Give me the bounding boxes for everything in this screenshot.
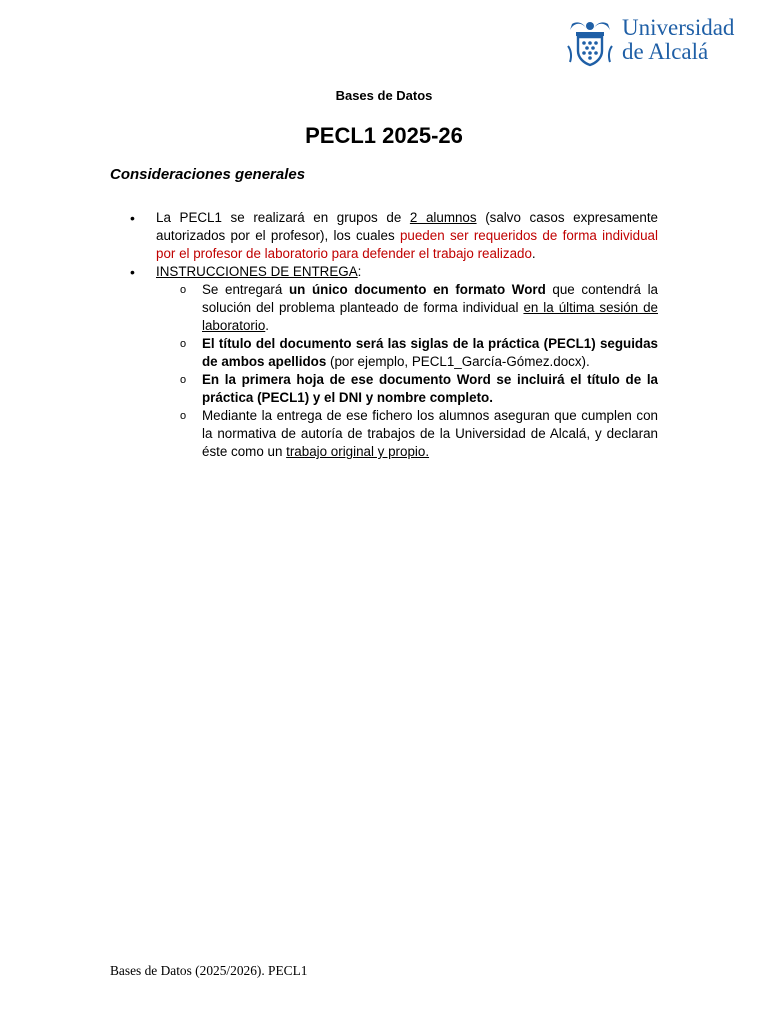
course-name: Bases de Datos xyxy=(335,88,433,103)
list-item xyxy=(130,209,658,263)
bullet-icon: • xyxy=(130,264,135,280)
logo-line-2: de Alcalá xyxy=(622,39,709,64)
bold-text: El título del documento será las siglas de la práctica (PECL1) seguidas de ambos apellidos xyxy=(202,336,658,369)
university-name xyxy=(622,16,734,64)
page-title: PECL1 2025-26 xyxy=(305,123,463,148)
sub-list-item xyxy=(130,281,658,335)
text-run: que contendrá la solución del problema planteado de forma individual xyxy=(202,282,658,315)
open-bullet-icon: o xyxy=(180,410,187,422)
open-bullet-icon: o xyxy=(180,374,187,386)
sub-list-item xyxy=(130,407,658,461)
page-footer: Bases de Datos (2025/2026). PECL1 xyxy=(110,963,308,978)
text-run: . xyxy=(265,318,270,333)
text-run: (salvo casos expresamente autorizados por el profesor), los cuales xyxy=(156,210,658,243)
section-heading: Consideraciones generales xyxy=(110,166,306,183)
open-bullet-icon: o xyxy=(180,338,187,350)
open-bullet-icon: o xyxy=(180,284,187,296)
text-run: Mediante la entrega de ese fichero los alumnos aseguran que cumplen con la normativa de autoría de trabajos de la Universidad de Alcalá, y declaran éste como un xyxy=(202,408,658,459)
sub-list-item xyxy=(130,335,658,371)
university-logo xyxy=(562,14,752,70)
bullet-icon: • xyxy=(130,210,135,226)
underlined-text: 2 alumnos xyxy=(409,210,477,225)
text-run: (por ejemplo, PECL1_García-Gómez.docx). xyxy=(326,354,590,369)
underlined-text: trabajo original y propio. xyxy=(286,444,430,459)
text-run: : xyxy=(357,264,362,279)
sub-list-item xyxy=(130,371,658,407)
highlighted-text: pueden ser requeridos de forma individual por el profesor de laboratorio para defender el trabajo realizado xyxy=(156,228,658,261)
text-run: . xyxy=(531,246,536,261)
text-run: Se entregará xyxy=(202,282,289,297)
list-item xyxy=(130,263,658,281)
university-crest-icon xyxy=(564,16,616,68)
underlined-text: INSTRUCCIONES DE ENTREGA xyxy=(156,264,358,279)
bold-text: un único documento en formato Word xyxy=(288,282,546,297)
bold-text: En la primera hoja de ese documento Word se incluirá el título de la práctica (PECL1) y el DNI y nombre completo. xyxy=(202,372,658,405)
underlined-text: en la última sesión de laboratorio xyxy=(202,300,658,333)
logo-line-1: Universidad xyxy=(622,15,735,40)
document-body xyxy=(130,209,658,461)
text-run: La PECL1 se realizará en grupos de xyxy=(156,210,410,225)
